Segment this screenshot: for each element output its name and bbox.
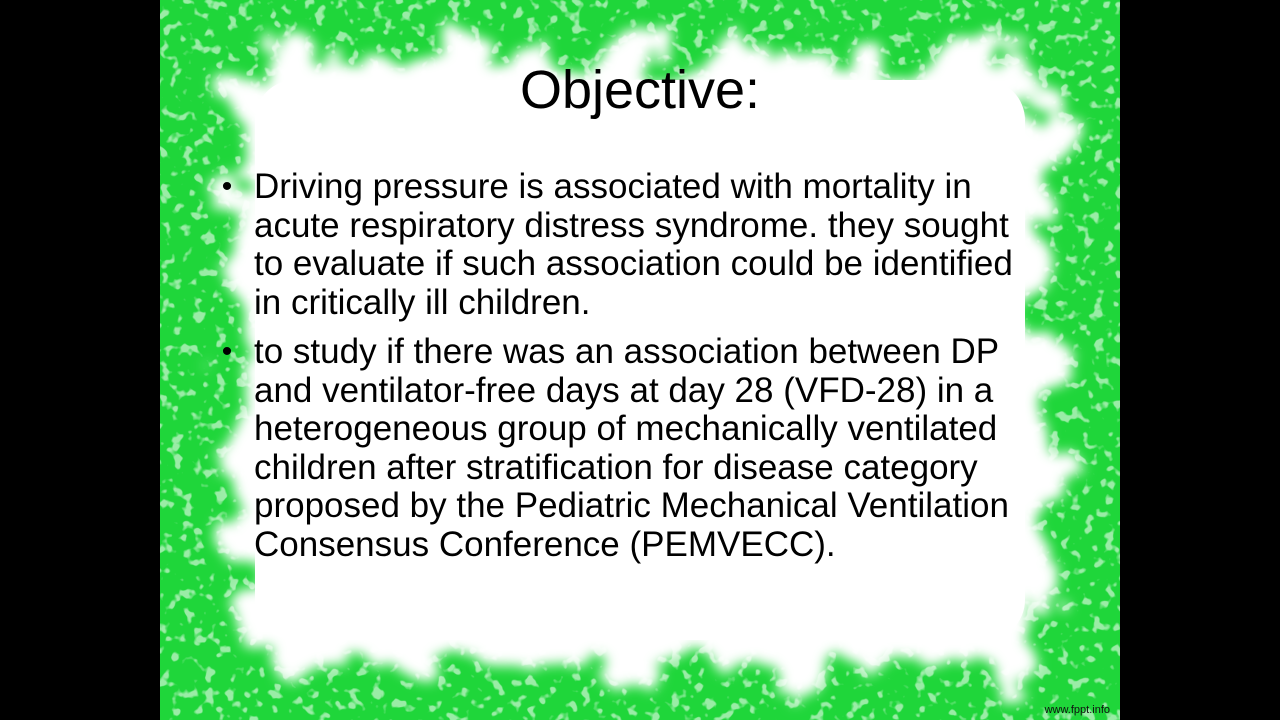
bullet-item-1: [215, 168, 1045, 322]
bullet-dot-icon: •: [221, 335, 233, 368]
slide-title: Objective:: [519, 60, 761, 120]
bullet-item-2: [215, 333, 1045, 564]
bullet-dot-icon: •: [221, 170, 233, 203]
footer-url: www.fppt.info: [1044, 704, 1110, 716]
bullet-text-1: Driving pressure is associated with mortality in acute respiratory distress syndrome. they sought to evaluate if such association could be identified in critically ill children.: [254, 167, 1013, 322]
bullet-text-2: to study if there was an association between DP and ventilator-free days at day 28 (VFD-28) in a heterogeneous group of mechanically ventilated children after stratification for disease category proposed by the Pediatric Mechanical Ventilation Consensus Conference (PEMVECC).: [254, 332, 1009, 564]
slide: [160, 0, 1120, 720]
bullet-list: [215, 168, 1045, 575]
